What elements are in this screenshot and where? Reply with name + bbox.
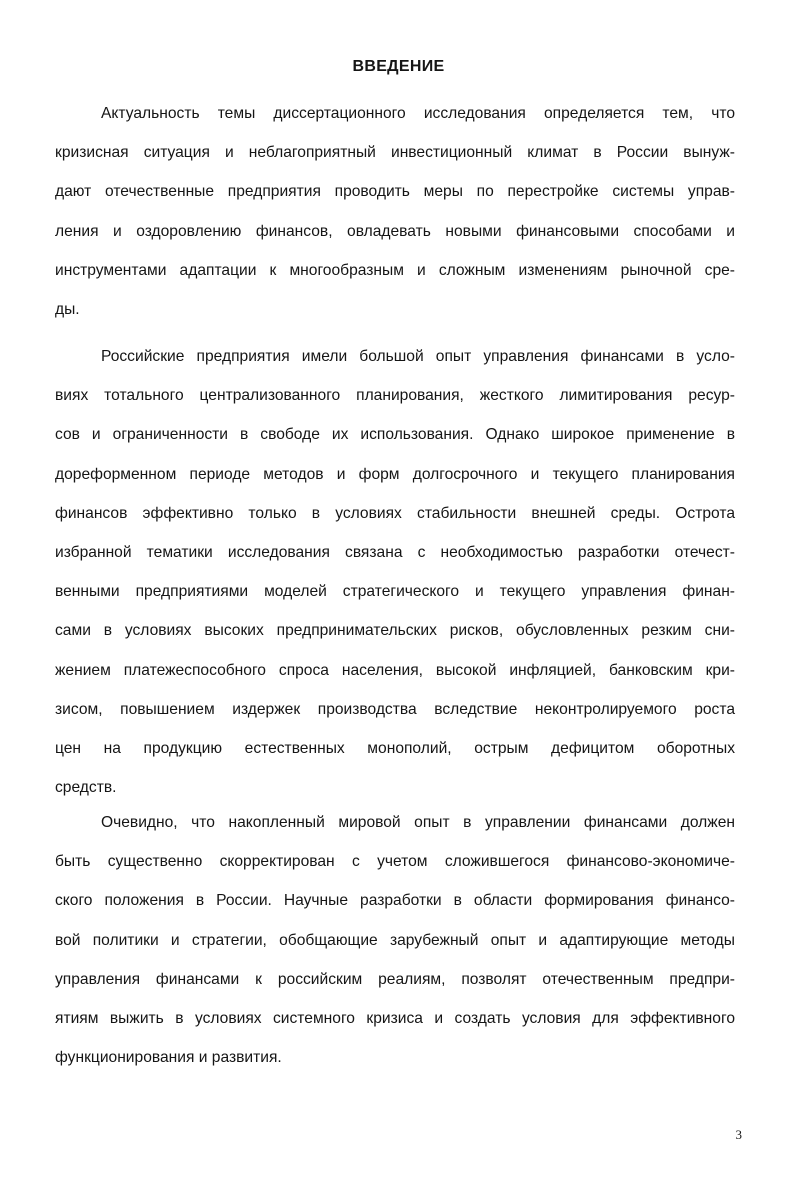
text-line: дают отечественные предприятия проводить меры по перестройке системы управ-	[55, 183, 735, 201]
text-line: ятиям выжить в условиях системного кризиса и создать условия для эффективного	[55, 1009, 735, 1027]
text-line: избранной тематики исследования связана с необходимостью разработки отечест-	[55, 543, 735, 561]
page-number: 3	[735, 1127, 742, 1142]
text-line: финансов эффективно только в условиях стабильности внешней среды. Острота	[55, 504, 735, 522]
text-line: кризисная ситуация и неблагоприятный инвестиционный климат в России вынуж-	[55, 144, 735, 162]
text-line: цен на продукцию естественных монополий, острым дефицитом оборотных	[55, 739, 735, 757]
text-line: виях тотального централизованного планирования, жесткого лимитирования ресур-	[55, 387, 735, 405]
text-line: Очевидно, что накопленный мировой опыт в управлении финансами должен	[101, 814, 735, 831]
text-line: управления финансами к российским реалиям, позволят отечественным предпри-	[55, 970, 735, 988]
text-line: жением платежеспособного спроса населения, высокой инфляцией, банковским кри-	[55, 661, 735, 679]
text-line: инструментами адаптации к многообразным и сложным изменениям рыночной сре-	[55, 261, 735, 279]
text-line: ды.	[55, 300, 80, 318]
text-line: средств.	[55, 779, 117, 797]
text-line: Российские предприятия имели большой опыт управления финансами в усло-	[101, 348, 735, 365]
text-line: ления и оздоровлению финансов, овладевать новыми финансовыми способами и	[55, 222, 735, 240]
text-line: сами в условиях высоких предпринимательских рисков, обусловленных резким сни-	[55, 622, 735, 640]
text-line: венными предприятиями моделей стратегического и текущего управления финан-	[55, 583, 735, 601]
text-line: дореформенном периоде методов и форм долгосрочного и текущего планирования	[55, 465, 735, 483]
text-line: быть существенно скорректирован с учетом сложившегося финансово-экономиче-	[55, 853, 735, 871]
text-line: функционирования и развития.	[55, 1049, 282, 1067]
paragraph-1	[55, 94, 735, 329]
text-line: сов и ограниченности в свободе их использования. Однако широкое применение в	[55, 426, 735, 444]
paragraph-3	[55, 803, 735, 1077]
text-line: Актуальность темы диссертационного исследования определяется тем, что	[101, 105, 735, 122]
text-line: вой политики и стратегии, обобщающие зарубежный опыт и адаптирующие методы	[55, 931, 735, 949]
paragraph-2	[55, 337, 735, 807]
page-title: ВВЕДЕНИЕ	[352, 58, 445, 75]
text-line: зисом, повышением издержек производства вследствие неконтролируемого роста	[55, 700, 735, 718]
text-line: ского положения в России. Научные разработки в области формирования финансо-	[55, 892, 735, 910]
